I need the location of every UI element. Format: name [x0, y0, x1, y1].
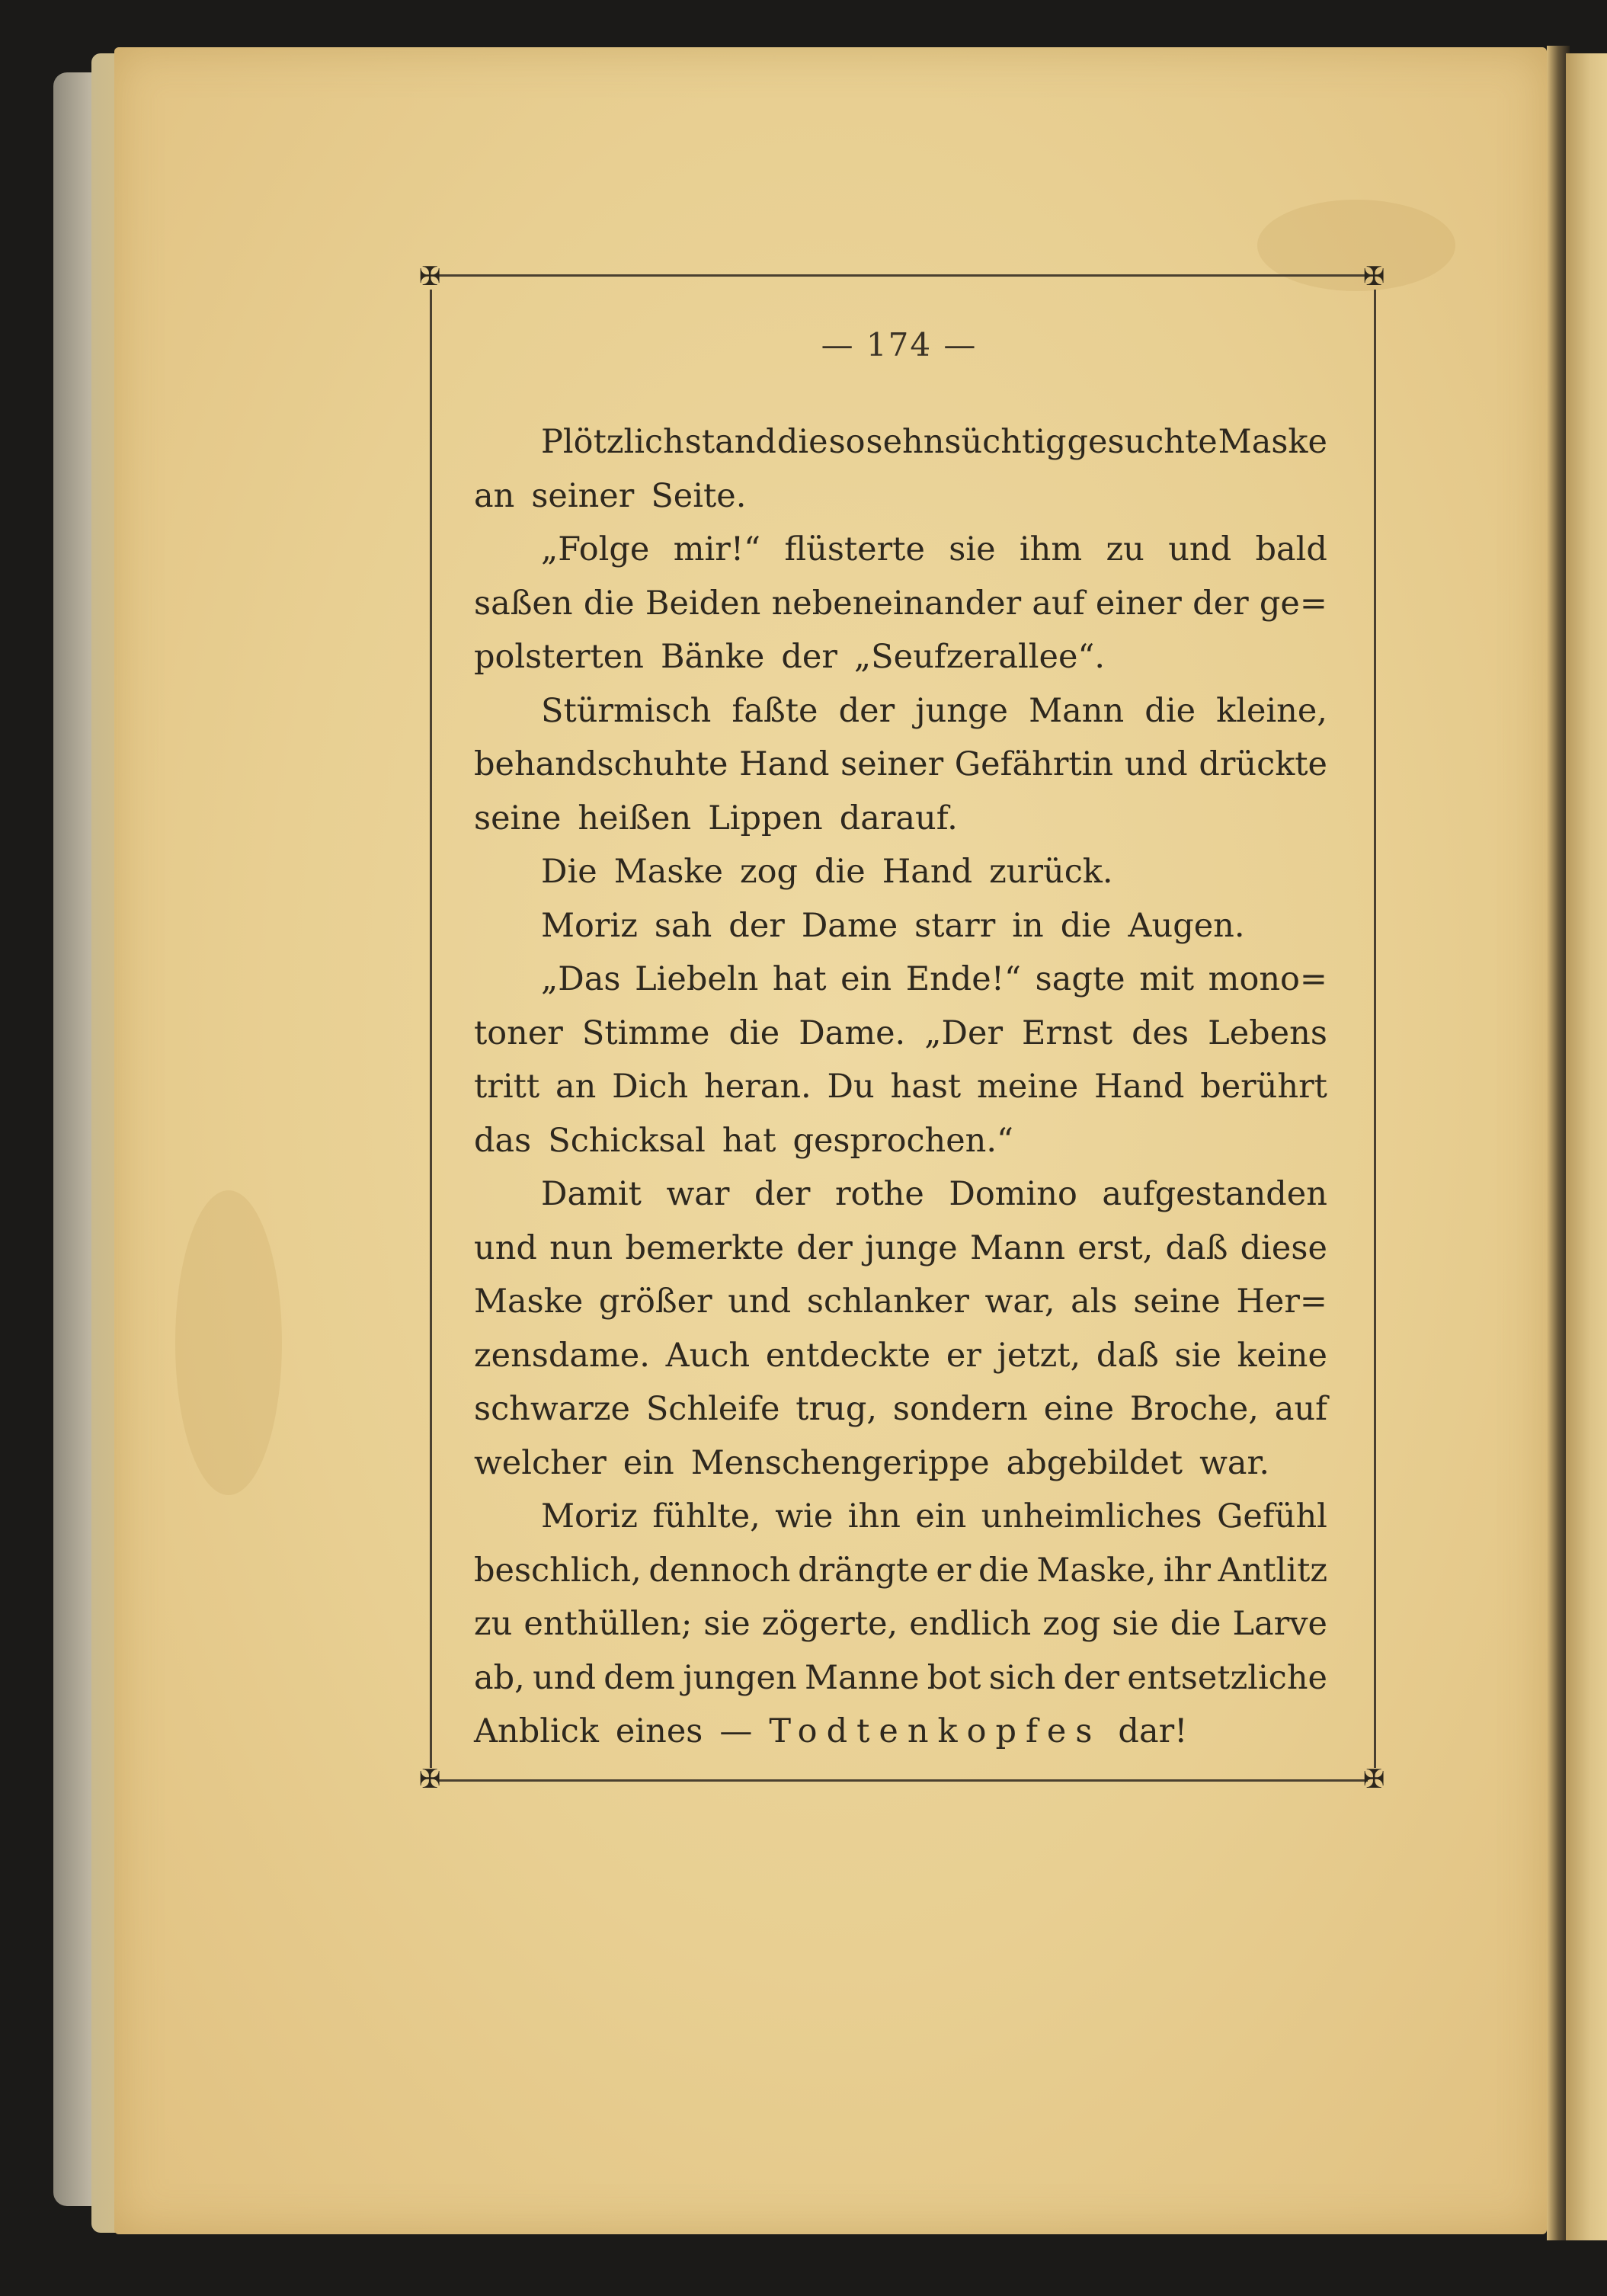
word: Damit — [541, 1175, 642, 1213]
word: trug, — [795, 1390, 878, 1428]
word: bot — [927, 1658, 981, 1697]
word: daß — [1165, 1228, 1228, 1267]
word: Dame. — [799, 1014, 906, 1052]
word: und — [533, 1658, 597, 1697]
word: Maske — [474, 1282, 584, 1321]
word: der — [781, 638, 837, 676]
word: Manne — [804, 1658, 920, 1697]
word: Moriz — [541, 1497, 638, 1535]
word: Schleife — [645, 1390, 780, 1428]
word: Beiden — [645, 584, 761, 623]
text-line — [474, 415, 1327, 469]
word: meine — [977, 1068, 1079, 1106]
text-line — [474, 1275, 1327, 1329]
word: zog — [1042, 1605, 1101, 1643]
text-line — [474, 1114, 1327, 1168]
text-line — [474, 953, 1327, 1007]
word: drückte — [1199, 745, 1327, 783]
word: mit — [1139, 960, 1195, 998]
text-line — [474, 1544, 1327, 1598]
frame-left-rule — [430, 290, 432, 1768]
word: Augen. — [1128, 906, 1245, 945]
word: ihn — [847, 1497, 901, 1535]
word: ihr — [1163, 1551, 1211, 1590]
text-line — [474, 899, 1327, 953]
word: Menschengerippe — [690, 1443, 990, 1482]
word: junge — [865, 1228, 958, 1267]
word: aufgestanden — [1102, 1175, 1327, 1213]
word: keine — [1237, 1336, 1327, 1375]
text-line — [474, 1329, 1327, 1383]
word: auf — [1032, 584, 1085, 623]
word: Moriz — [541, 906, 638, 945]
word: hat — [772, 960, 827, 998]
text-line — [474, 1167, 1327, 1222]
word: er — [936, 1551, 972, 1590]
word: so — [828, 423, 866, 461]
word: toner — [474, 1014, 563, 1052]
word: drängte — [798, 1551, 929, 1590]
word: Maske — [613, 853, 723, 891]
word: der — [754, 1175, 811, 1213]
text-line — [474, 1490, 1327, 1544]
word: Broche, — [1129, 1390, 1259, 1428]
word: hat — [722, 1121, 776, 1160]
word: welcher — [474, 1443, 607, 1482]
word: Auch — [665, 1336, 751, 1375]
text-line — [474, 577, 1327, 631]
word: — — [719, 1712, 753, 1750]
paper-stain — [1257, 200, 1455, 291]
text-line — [474, 1222, 1327, 1276]
word: Larve — [1232, 1605, 1327, 1643]
text-line — [474, 1007, 1327, 1061]
word: Todtenkopfes — [769, 1712, 1102, 1750]
word: sie — [703, 1605, 751, 1643]
word: ab, — [474, 1658, 525, 1697]
word: zögerte, — [761, 1605, 898, 1643]
word: mir!“ — [673, 530, 761, 568]
word: und — [474, 1228, 537, 1267]
paper-stain — [175, 1190, 282, 1495]
word: sondern — [892, 1390, 1028, 1428]
page-number: — 174 — — [821, 326, 978, 363]
word: nun — [549, 1228, 613, 1267]
word: das — [474, 1121, 532, 1160]
word: endlich — [909, 1605, 1032, 1643]
word: Her= — [1236, 1282, 1327, 1321]
word: Lebens — [1208, 1014, 1327, 1052]
word: diese — [1240, 1228, 1327, 1267]
word: zensdame. — [474, 1336, 650, 1375]
word: Mann — [1029, 691, 1125, 730]
word: ein — [840, 960, 892, 998]
word: der — [796, 1228, 853, 1267]
word: seiner — [840, 745, 944, 783]
word: des — [1132, 1014, 1189, 1052]
word: polsterten — [474, 638, 644, 676]
word: Ernst — [1022, 1014, 1113, 1052]
facing-page-edge — [1566, 53, 1607, 2240]
word: die — [728, 1014, 780, 1052]
word: zog — [739, 853, 799, 891]
word: mono= — [1208, 960, 1327, 998]
word: die — [1144, 691, 1196, 730]
word: Ende!“ — [905, 960, 1022, 998]
word: ge= — [1259, 584, 1327, 623]
word: dem — [603, 1658, 676, 1697]
word: Mann — [969, 1228, 1066, 1267]
word: Domino — [949, 1175, 1077, 1213]
text-line — [474, 792, 1327, 846]
word: darauf. — [839, 799, 958, 837]
word: „Seufzerallee“. — [853, 638, 1106, 676]
word: als — [1071, 1282, 1118, 1321]
word: seine — [1133, 1282, 1221, 1321]
word: die — [815, 853, 866, 891]
word: Die — [541, 853, 597, 891]
word: gesuchte — [1067, 423, 1218, 461]
word: heißen — [578, 799, 692, 837]
word: Dame — [801, 906, 898, 945]
word: war. — [1199, 1443, 1270, 1482]
word: war, — [984, 1282, 1055, 1321]
text-line — [474, 845, 1327, 899]
word: tritt — [474, 1068, 540, 1106]
word: Maske — [1218, 423, 1327, 461]
word: Hand — [1094, 1068, 1185, 1106]
word: junge — [915, 691, 1008, 730]
word: und — [728, 1282, 792, 1321]
word: Gefährtin — [954, 745, 1114, 783]
word: heran. — [704, 1068, 812, 1106]
word: flüsterte — [784, 530, 925, 568]
word: Seite. — [651, 476, 747, 515]
text-line — [474, 1060, 1327, 1114]
word: Stürmisch — [541, 691, 712, 730]
word: Lippen — [708, 799, 823, 837]
word: Gefühl — [1217, 1497, 1327, 1535]
word: der — [1063, 1658, 1120, 1697]
word: sie — [1112, 1605, 1159, 1643]
word: Hand — [739, 745, 830, 783]
word: rothe — [835, 1175, 924, 1213]
word: der — [728, 906, 785, 945]
word: größer — [598, 1282, 712, 1321]
text-line — [474, 469, 1327, 524]
word: und — [1124, 745, 1188, 783]
corner-ornament-bottom-right: ✠ — [1362, 1764, 1385, 1795]
word: die — [1170, 1605, 1221, 1643]
word: saßen — [474, 584, 573, 623]
word: fühlte, — [652, 1497, 760, 1535]
word: dar! — [1118, 1712, 1188, 1750]
word: die — [1060, 906, 1112, 945]
word: ein — [623, 1443, 674, 1482]
text-line — [474, 1705, 1327, 1759]
word: ihm — [1019, 530, 1083, 568]
word: sie — [1174, 1336, 1221, 1375]
body-text — [474, 415, 1327, 1759]
text-line — [474, 1597, 1327, 1651]
frame-right-rule — [1374, 290, 1376, 1768]
text-line — [474, 523, 1327, 577]
word: kleine, — [1216, 691, 1327, 730]
word: starr — [914, 906, 996, 945]
word: Du — [827, 1068, 875, 1106]
word: einer — [1095, 584, 1182, 623]
word: die — [776, 423, 828, 461]
frame-top-rule — [438, 274, 1368, 277]
word: unheimliches — [981, 1497, 1202, 1535]
word: hast — [890, 1068, 962, 1106]
word: Bänke — [660, 638, 765, 676]
word: und — [1168, 530, 1232, 568]
word: Stimme — [581, 1014, 710, 1052]
word: in — [1012, 906, 1044, 945]
word: sich — [988, 1658, 1056, 1697]
word: Maske, — [1036, 1551, 1157, 1590]
word: faßte — [731, 691, 818, 730]
word: auf — [1274, 1390, 1327, 1428]
word: schlanker — [806, 1282, 969, 1321]
text-line — [474, 1651, 1327, 1705]
word: bald — [1255, 530, 1327, 568]
word: bemerkte — [625, 1228, 785, 1267]
frame-bottom-rule — [438, 1779, 1368, 1782]
word: dennoch — [648, 1551, 791, 1590]
word: jungen — [683, 1658, 797, 1697]
word: wie — [775, 1497, 834, 1535]
word: behandschuhte — [474, 745, 728, 783]
word: seine — [474, 799, 562, 837]
word: Anblick — [474, 1712, 599, 1750]
corner-ornament-top-right: ✠ — [1362, 261, 1385, 292]
word: daß — [1096, 1336, 1159, 1375]
word: der — [1192, 584, 1249, 623]
word: eine — [1043, 1390, 1115, 1428]
word: der — [838, 691, 895, 730]
word: Liebeln — [635, 960, 759, 998]
word: beschlich, — [474, 1551, 642, 1590]
word: zu — [1106, 530, 1144, 568]
word: abgebildet — [1006, 1443, 1183, 1482]
word: sehnsüchtig — [866, 423, 1067, 461]
corner-ornament-top-left: ✠ — [418, 261, 441, 292]
word: berührt — [1200, 1068, 1327, 1106]
corner-ornament-bottom-left: ✠ — [418, 1764, 441, 1795]
word: seiner — [531, 476, 635, 515]
word: „Der — [924, 1014, 1004, 1052]
word: „Das — [541, 960, 621, 998]
text-line — [474, 684, 1327, 738]
word: Antlitz — [1218, 1551, 1327, 1590]
word: ein — [915, 1497, 967, 1535]
word: stand — [684, 423, 776, 461]
word: Schicksal — [548, 1121, 706, 1160]
word: die — [583, 584, 635, 623]
word: sagte — [1035, 960, 1125, 998]
text-line — [474, 1436, 1327, 1491]
word: die — [978, 1551, 1029, 1590]
word: er — [946, 1336, 981, 1375]
word: Plötzlich — [541, 423, 684, 461]
text-line — [474, 1382, 1327, 1436]
word: sah — [654, 906, 712, 945]
word: eines — [615, 1712, 703, 1750]
word: enthüllen; — [523, 1605, 693, 1643]
word: jetzt, — [997, 1336, 1081, 1375]
word: „Folge — [541, 530, 650, 568]
word: nebeneinander — [771, 584, 1022, 623]
word: entsetzliche — [1127, 1658, 1327, 1697]
word: Dich — [612, 1068, 689, 1106]
text-line — [474, 630, 1327, 684]
text-line — [474, 738, 1327, 792]
word: zurück. — [989, 853, 1113, 891]
word: zu — [474, 1605, 513, 1643]
word: Hand — [882, 853, 973, 891]
word: gesprochen.“ — [792, 1121, 1014, 1160]
word: an — [555, 1068, 597, 1106]
word: erst, — [1077, 1228, 1154, 1267]
word: schwarze — [474, 1390, 630, 1428]
word: an — [474, 476, 515, 515]
word: entdeckte — [765, 1336, 931, 1375]
word: war — [666, 1175, 730, 1213]
word: sie — [949, 530, 996, 568]
